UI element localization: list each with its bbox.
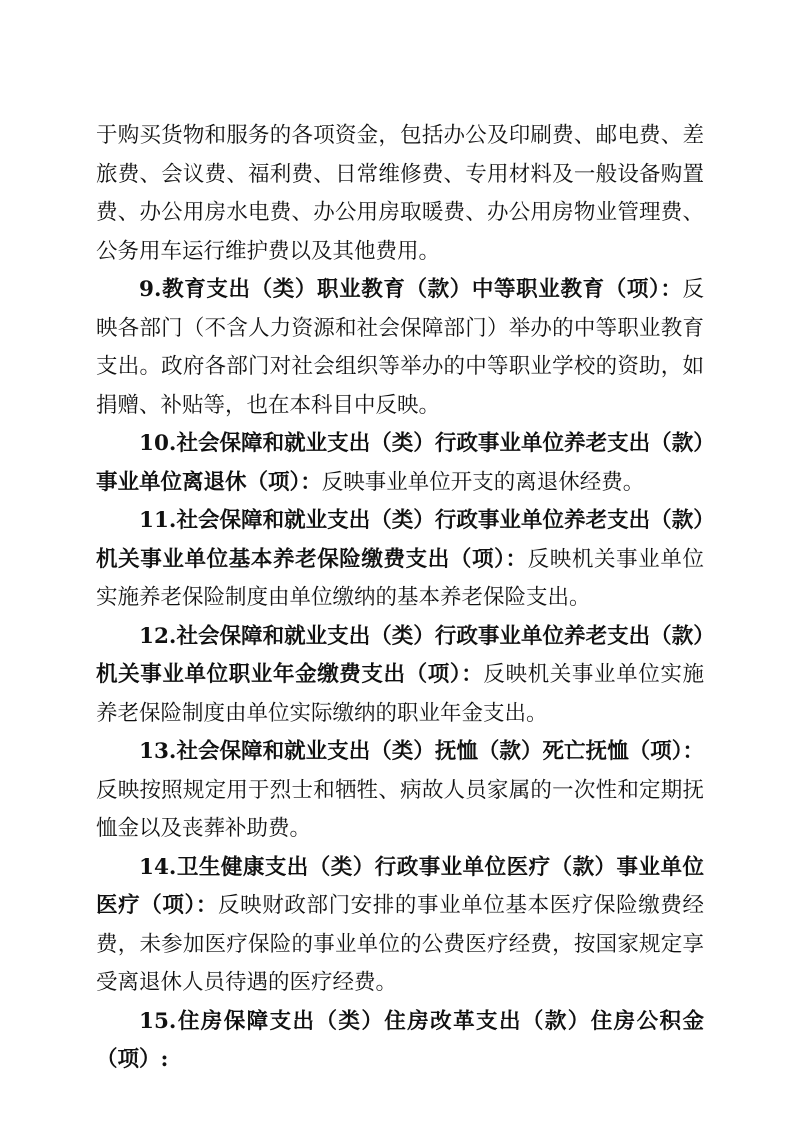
paragraph-item-14 (96, 849, 704, 1003)
paragraph-item-13 (96, 733, 704, 849)
document-page (96, 117, 704, 1080)
paragraph-item-10 (96, 425, 704, 502)
paragraph-body: 于购买货物和服务的各项资金，包括办公及印刷费、邮电费、差旅费、会议费、福利费、日常维修费、专用材料及一般设备购置费、办公用房水电费、办公用房取暖费、办公用房物业管理费、公务用车运行维护费以及其他费用。 (96, 123, 704, 264)
paragraph-heading: 10.社会保障和就业支出（类）行政事业单位养老支出（款）事业单位离退休（项）： (96, 431, 704, 495)
paragraph-heading: 12.社会保障和就业支出（类）行政事业单位养老支出（款）机关事业单位职业年金缴费支出（项）： (96, 623, 704, 687)
paragraph-body: 反映机关事业单位实施养老保险制度由单位实际缴纳的职业年金支出。 (96, 662, 704, 726)
paragraph-heading: 15.住房保障支出（类）住房改革支出（款）住房公积金（项）: (96, 1008, 704, 1072)
paragraph-heading: 14.卫生健康支出（类）行政事业单位医疗（款）事业单位医疗（项）： (96, 854, 704, 918)
paragraph-heading: 9.教育支出（类）职业教育（款）中等职业教育（项）： (139, 277, 683, 302)
paragraph-heading: 11.社会保障和就业支出（类）行政事业单位养老支出（款）机关事业单位基本养老保险缴费支出（项）： (96, 508, 704, 572)
paragraph-item-11 (96, 502, 704, 618)
paragraph-body: 反映财政部门安排的事业单位基本医疗保险缴费经费，未参加医疗保险的事业单位的公费医疗经费，按国家规定享受离退休人员待遇的医疗经费。 (96, 893, 704, 995)
paragraph-body: 反映机关事业单位实施养老保险制度由单位缴纳的基本养老保险支出。 (96, 546, 704, 610)
paragraph-continuation (96, 117, 704, 271)
paragraph-body: 反映按照规定用于烈士和牺牲、病故人员家属的一次性和定期抚恤金以及丧葬补助费。 (96, 777, 704, 841)
paragraph-heading: 13.社会保障和就业支出（类）抚恤（款）死亡抚恤（项）： (139, 739, 704, 764)
paragraph-body: 反映各部门（不含人力资源和社会保障部门）举办的中等职业教育支出。政府各部门对社会组织等举办的中等职业学校的资助，如捐赠、补贴等，也在本科目中反映。 (96, 277, 704, 418)
paragraph-body: 反映事业单位开支的离退休经费。 (321, 469, 645, 495)
paragraph-item-9 (96, 271, 704, 425)
paragraph-item-15 (96, 1003, 704, 1080)
paragraph-item-12 (96, 618, 704, 734)
